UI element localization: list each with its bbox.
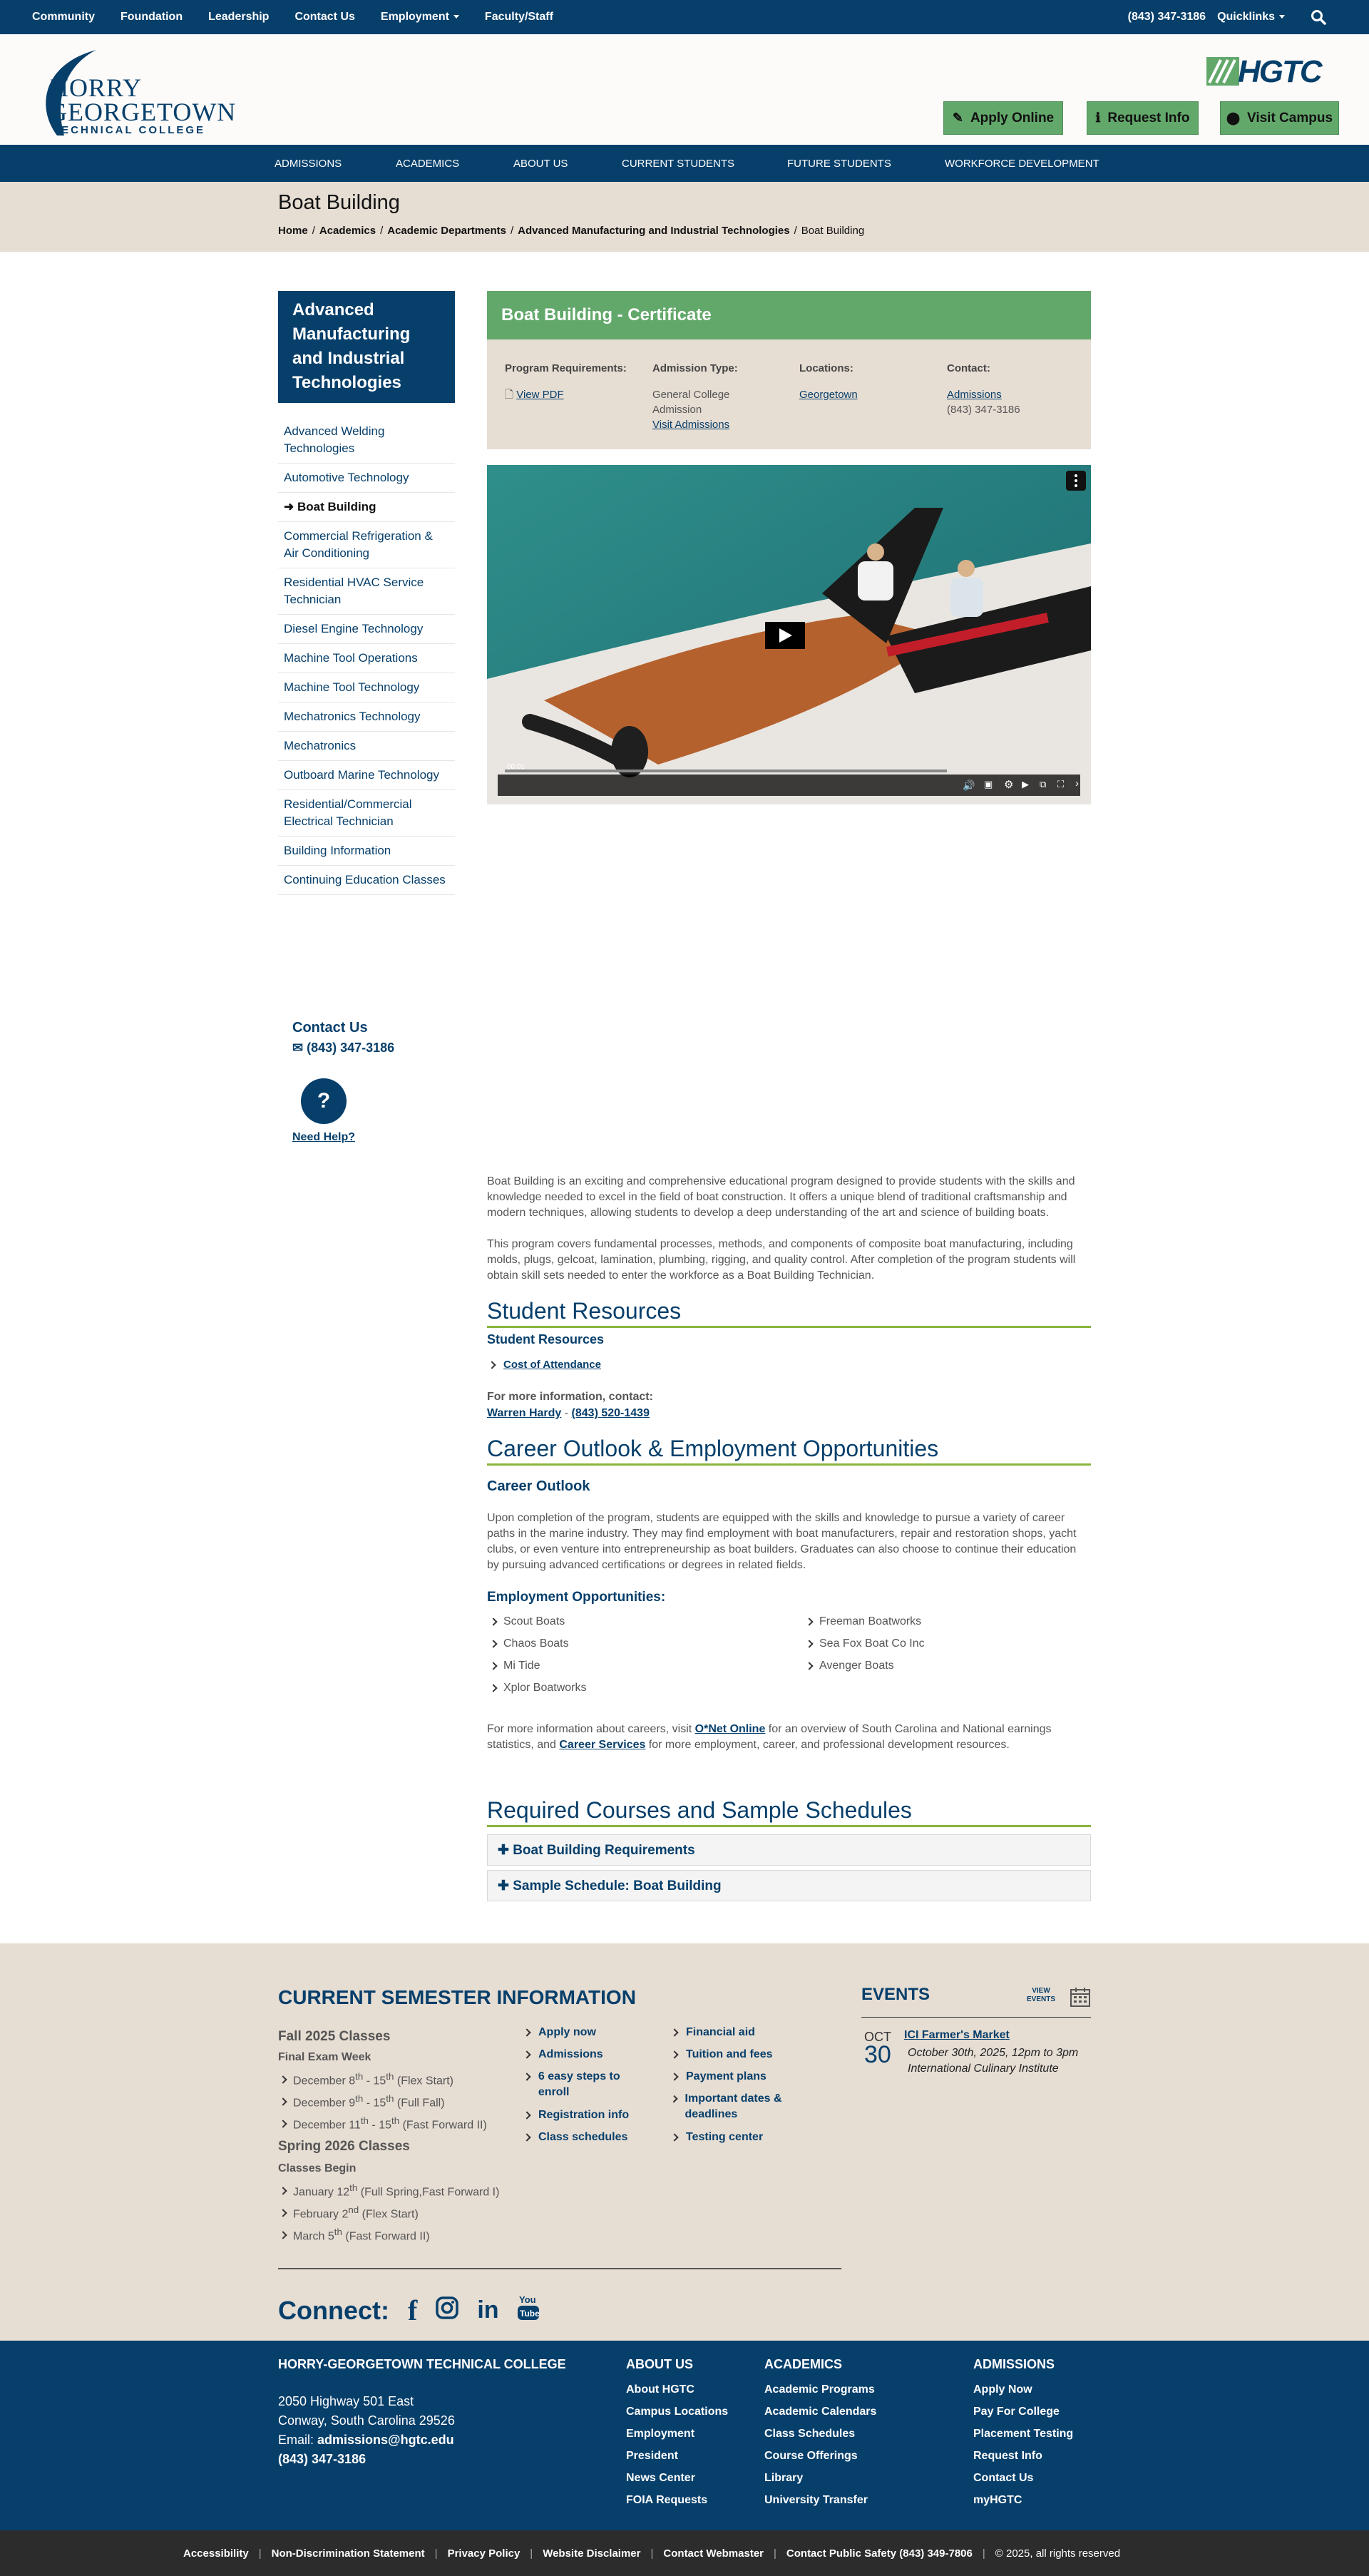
contact-phone-link[interactable]: (843) 520-1439 bbox=[571, 1407, 650, 1419]
sidebar-item-commercial-refrigeration[interactable]: Commercial Refrigeration & Air Conditioning bbox=[278, 522, 455, 568]
arrow-right-icon: ➜ bbox=[284, 500, 297, 513]
nav-workforce-development[interactable]: WORKFORCE DEVELOPMENT bbox=[945, 157, 1099, 170]
footer-president[interactable]: President bbox=[626, 2450, 678, 2462]
sidebar-item-mechatronics[interactable]: Mechatronics bbox=[278, 732, 455, 761]
need-help-link[interactable]: Need Help? bbox=[292, 1131, 356, 1143]
linkedin-icon[interactable]: in bbox=[477, 2296, 499, 2324]
footer-contact-us[interactable]: Contact Us bbox=[973, 2472, 1034, 2484]
event-when: October 30th, 2025, 12pm to 3pm bbox=[908, 2047, 1079, 2059]
footer-course-offerings[interactable]: Course Offerings bbox=[764, 2450, 858, 2462]
list-item: February 2nd (Flex Start) bbox=[280, 2204, 419, 2221]
sidebar-item-automotive[interactable]: Automotive Technology bbox=[278, 464, 455, 493]
chevron-right-icon bbox=[489, 1662, 497, 1670]
legal-contact-webmaster[interactable]: Contact Webmaster bbox=[663, 2547, 764, 2560]
chevron-right-icon bbox=[279, 2075, 287, 2083]
chevron-right-icon bbox=[670, 2028, 678, 2036]
sidebar-item-machine-tool-technology[interactable]: Machine Tool Technology bbox=[278, 673, 455, 702]
event-month: OCT bbox=[864, 2030, 891, 2044]
semester-title: CURRENT SEMESTER INFORMATION bbox=[278, 1986, 636, 2008]
quicklinks-dropdown[interactable]: Quicklinks bbox=[1217, 11, 1285, 24]
hgtc-college-logo[interactable] bbox=[29, 43, 242, 143]
employment-opportunities-heading: Employment Opportunities: bbox=[487, 1590, 666, 1605]
topbar-link-leadership[interactable]: Leadership bbox=[208, 11, 270, 23]
footer-admissions-heading: ADMISSIONS bbox=[973, 2357, 1055, 2371]
semester-link-tuition-fees[interactable]: Tuition and fees bbox=[672, 2047, 772, 2063]
semester-link-class-schedules[interactable]: Class schedules bbox=[524, 2130, 627, 2145]
topbar-link-community[interactable]: Community bbox=[32, 11, 95, 23]
hgtc-brand-logo[interactable] bbox=[1206, 56, 1331, 87]
legal-contact-public-safety[interactable]: Contact Public Safety (843) 349-7806 bbox=[786, 2547, 973, 2560]
info-icon: ℹ bbox=[1095, 111, 1101, 125]
employer-item: Freeman Boatworks bbox=[806, 1615, 921, 1628]
chevron-right-icon bbox=[670, 2133, 678, 2141]
footer-about-hgtc[interactable]: About HGTC bbox=[626, 2383, 694, 2396]
breadcrumb-department[interactable]: Advanced Manufacturing and Industrial Technologies bbox=[518, 225, 790, 237]
footer-foia-requests[interactable]: FOIA Requests bbox=[626, 2494, 708, 2506]
sidebar-contact bbox=[292, 1020, 394, 1056]
facebook-icon[interactable]: f bbox=[408, 2294, 418, 2326]
semester-link-admissions[interactable]: Admissions bbox=[524, 2047, 603, 2063]
breadcrumb-current: Boat Building bbox=[801, 225, 865, 237]
svg-text:Tube: Tube bbox=[519, 2309, 539, 2319]
main-navigation bbox=[0, 145, 1369, 182]
list-item: December 9th - 15th (Full Fall) bbox=[280, 2093, 445, 2110]
svg-text:You: You bbox=[518, 2294, 536, 2305]
page-title-band bbox=[0, 182, 1369, 252]
request-info-button[interactable]: ℹ Request Info bbox=[1087, 101, 1199, 135]
footer-myhgtc[interactable]: myHGTC bbox=[973, 2494, 1022, 2506]
help-question-icon[interactable]: ? bbox=[301, 1078, 347, 1124]
view-pdf-link[interactable]: View PDF bbox=[516, 389, 564, 401]
list-item: March 5th (Fast Forward II) bbox=[280, 2227, 430, 2243]
contact-heading: Contact Us bbox=[292, 1020, 368, 1036]
chevron-right-icon bbox=[670, 2095, 677, 2102]
legal-non-discrimination[interactable]: Non-Discrimination Statement bbox=[271, 2547, 425, 2560]
semester-divider bbox=[278, 2268, 841, 2269]
sidebar-item-advanced-welding[interactable]: Advanced Welding Technologies bbox=[278, 417, 455, 464]
footer-campus-locations[interactable]: Campus Locations bbox=[626, 2406, 729, 2418]
admission-type: Admission Type: General College Admission Visit Admissions bbox=[652, 362, 738, 431]
employer-item: Xplor Boatworks bbox=[491, 1682, 587, 1695]
chevron-right-icon bbox=[805, 1662, 813, 1670]
semester-link-financial-aid[interactable]: Financial aid bbox=[672, 2025, 755, 2040]
chevron-right-icon bbox=[523, 2111, 530, 2119]
breadcrumb-home[interactable]: Home bbox=[278, 225, 308, 237]
play-icon[interactable] bbox=[765, 622, 805, 649]
semester-link-testing-center[interactable]: Testing center bbox=[672, 2130, 763, 2145]
site-header bbox=[0, 34, 1369, 145]
chevron-right-icon bbox=[489, 1684, 497, 1692]
caret-down-icon bbox=[453, 15, 459, 19]
volume-icon[interactable]: 🔊 bbox=[963, 780, 975, 791]
footer-placement-testing[interactable]: Placement Testing bbox=[973, 2428, 1074, 2440]
footer-academic-programs[interactable]: Academic Programs bbox=[764, 2383, 875, 2396]
event-day: 30 bbox=[864, 2041, 891, 2068]
nav-admissions[interactable]: ADMISSIONS bbox=[275, 157, 342, 170]
career-services-link[interactable]: Career Services bbox=[559, 1739, 646, 1751]
classes-begin-heading: Classes Begin bbox=[278, 2162, 357, 2174]
semester-link-payment-plans[interactable]: Payment plans bbox=[672, 2069, 766, 2085]
visit-admissions-link[interactable]: Visit Admissions bbox=[652, 419, 730, 431]
apply-online-button[interactable]: ✎ Apply Online bbox=[943, 101, 1063, 135]
footer-employment[interactable]: Employment bbox=[626, 2428, 695, 2440]
footer-email-line: Email: admissions@hgtc.edu bbox=[278, 2433, 454, 2447]
page-title: Boat Building bbox=[278, 191, 400, 214]
sidebar-item-residential-hvac[interactable]: Residential HVAC Service Technician bbox=[278, 568, 455, 615]
description-paragraph-1: Boat Building is an exciting and comprehensive educational program designed to provide students with the skills and knowledge needed to excel in the field of boat construction. It offers a unique blend of traditional craftsmanship and modern techniques, allowing students to develop a deep understanding of the art and science of building boats. bbox=[487, 1175, 1075, 1219]
program-title: Boat Building - Certificate bbox=[487, 291, 1091, 339]
footer-news-center[interactable]: News Center bbox=[626, 2472, 695, 2484]
locations: Locations: Georgetown bbox=[799, 362, 858, 401]
georgetown-link[interactable]: Georgetown bbox=[799, 389, 858, 401]
career-outlook-heading: Career Outlook & Employment Opportunities bbox=[487, 1436, 1091, 1466]
chevron-right-icon bbox=[670, 2050, 678, 2058]
chevron-right-icon bbox=[523, 2028, 530, 2036]
chevron-right-icon bbox=[805, 1640, 813, 1647]
more-info-label: For more information, contact: bbox=[487, 1391, 653, 1403]
description-paragraph-2: This program covers fundamental processes, methods, and components of composite boat manufacturing, including molds, plugs, gelcoat, lamination, plumbing, rigging, and quality control. After completion of the program students will obtain skill sets needed to enter the workforce as a Boat Building Technician. bbox=[487, 1238, 1076, 1282]
employer-item: Mi Tide bbox=[491, 1660, 540, 1672]
settings-gear-icon[interactable]: ⚙ bbox=[1004, 779, 1014, 791]
calendar-icon[interactable] bbox=[1070, 1986, 1091, 2008]
chevron-right-icon bbox=[279, 2231, 287, 2239]
plus-icon: ✚ bbox=[498, 1879, 513, 1893]
topbar-link-employment[interactable]: Employment bbox=[381, 11, 459, 24]
topbar-link-faculty-staff[interactable]: Faculty/Staff bbox=[484, 11, 553, 23]
footer-class-schedules[interactable]: Class Schedules bbox=[764, 2428, 856, 2440]
nav-future-students[interactable]: FUTURE STUDENTS bbox=[787, 157, 891, 170]
envelope-icon: ✉ bbox=[292, 1041, 307, 1055]
youtube-icon[interactable] bbox=[518, 2293, 539, 2328]
chevron-right-icon bbox=[489, 1640, 497, 1647]
chevron-right-icon bbox=[523, 2133, 530, 2141]
semester-link-6-easy-steps[interactable]: 6 easy steps to enroll bbox=[524, 2069, 652, 2100]
program-requirements: Program Requirements: 🗋 View PDF bbox=[505, 362, 627, 401]
career-more-info: For more information about careers, visit O*Net Online for an overview of South Carolina and National earnings statistics, and Career Services for more employment, career, and professional development resources. bbox=[487, 1723, 1052, 1751]
final-exam-heading: Final Exam Week bbox=[278, 2051, 371, 2063]
pencil-icon: ✎ bbox=[952, 111, 963, 125]
more-options-icon[interactable] bbox=[1066, 471, 1086, 491]
contact-line: Warren Hardy - (843) 520-1439 bbox=[487, 1407, 650, 1419]
breadcrumb-academic-departments[interactable]: Academic Departments bbox=[387, 225, 506, 237]
admissions-contact-link[interactable]: Admissions bbox=[947, 389, 1002, 401]
caret-down-icon bbox=[1279, 15, 1285, 19]
next-chevron-icon[interactable]: › bbox=[1075, 777, 1079, 789]
chevron-right-icon bbox=[805, 1617, 813, 1625]
accordion-boat-building-requirements[interactable]: ✚ Boat Building Requirements bbox=[487, 1834, 1091, 1866]
logo-text-georgetown: GEORGETOWN bbox=[48, 98, 237, 126]
legal-accessibility[interactable]: Accessibility bbox=[183, 2547, 249, 2560]
list-item: January 12th (Full Spring,Fast Forward I) bbox=[280, 2182, 499, 2199]
sidebar-item-building-information[interactable]: Building Information bbox=[278, 837, 455, 866]
chevron-right-icon bbox=[670, 2072, 678, 2080]
footer-request-info[interactable]: Request Info bbox=[973, 2450, 1042, 2462]
employer-item: Chaos Boats bbox=[491, 1637, 569, 1650]
chevron-right-icon bbox=[279, 2187, 287, 2194]
cost-of-attendance-link[interactable]: Cost of Attendance bbox=[503, 1359, 601, 1371]
fall-classes-heading: Fall 2025 Classes bbox=[278, 2029, 391, 2044]
footer-apply-now[interactable]: Apply Now bbox=[973, 2383, 1032, 2396]
employer-item: Avenger Boats bbox=[806, 1660, 894, 1672]
video-player[interactable] bbox=[487, 465, 1091, 804]
footer-phone[interactable]: (843) 347-3186 bbox=[278, 2452, 366, 2466]
program-info-panel bbox=[487, 339, 1091, 449]
copyright: © 2025, all rights reserved bbox=[995, 2547, 1121, 2560]
accordion-sample-schedule[interactable]: ✚ Sample Schedule: Boat Building bbox=[487, 1870, 1091, 1901]
search-icon[interactable] bbox=[1311, 9, 1326, 25]
captions-icon[interactable]: ▣ bbox=[984, 779, 993, 789]
legal-privacy-policy[interactable]: Privacy Policy bbox=[447, 2547, 521, 2560]
nav-current-students[interactable]: CURRENT STUDENTS bbox=[622, 157, 735, 170]
hgtc-logo-text: HGTC bbox=[1238, 54, 1321, 89]
warren-hardy-link[interactable]: Warren Hardy bbox=[487, 1407, 562, 1419]
footer-email-link[interactable]: admissions@hgtc.edu bbox=[317, 2433, 454, 2447]
footer-academics-heading: ACADEMICS bbox=[764, 2357, 843, 2371]
topbar-link-foundation[interactable]: Foundation bbox=[121, 11, 183, 23]
sidebar-item-electrical-technician[interactable]: Residential/Commercial Electrical Technician bbox=[278, 790, 455, 837]
employer-item: Scout Boats bbox=[491, 1615, 565, 1628]
youtube-icon[interactable]: ▶ bbox=[1022, 779, 1029, 789]
instagram-icon[interactable] bbox=[436, 2296, 458, 2326]
contact-info: Contact: Admissions (843) 347-3186 bbox=[947, 362, 1020, 416]
chevron-right-icon bbox=[279, 2120, 287, 2127]
topbar-phone[interactable]: (843) 347-3186 bbox=[1127, 11, 1206, 23]
chevron-right-icon bbox=[279, 2209, 287, 2217]
sidebar-item-boat-building[interactable]: ➜ Boat Building bbox=[278, 493, 455, 522]
breadcrumb: Home / Academics / Academic Departments / Advanced Manufacturing and Industrial Technologies / Boat Building bbox=[278, 225, 865, 237]
chevron-right-icon bbox=[489, 1617, 497, 1625]
topbar-link-contact-us[interactable]: Contact Us bbox=[294, 11, 355, 23]
sidebar-item-machine-tool-operations[interactable]: Machine Tool Operations bbox=[278, 644, 455, 673]
sidebar-heading: Advanced Manufacturing and Industrial Technologies bbox=[278, 291, 455, 403]
spring-classes-heading: Spring 2026 Classes bbox=[278, 2139, 410, 2154]
career-outlook-text: Upon completion of the program, students are equipped with the skills and knowledge to pursue a variety of career paths in the marine industry. They may find employment with boat manufacturers, repair and restoration shops, yacht clubs, or even venture into entrepreneurship as boat builders. Graduates can also choose to continue their education by pursuing advanced certifications or degrees in related fields. bbox=[487, 1512, 1077, 1571]
pip-icon[interactable]: ⧉ bbox=[1040, 779, 1047, 789]
top-utility-bar bbox=[0, 0, 1369, 34]
sidebar-item-mechatronics-technology[interactable]: Mechatronics Technology bbox=[278, 702, 455, 732]
video-time: 00:01 bbox=[507, 763, 525, 771]
nav-academics[interactable]: ACADEMICS bbox=[396, 157, 460, 170]
view-events-link[interactable]: VIEW EVENTS bbox=[1027, 1987, 1056, 2003]
events-heading: EVENTS bbox=[861, 1985, 930, 2004]
contact-phone[interactable]: ✉ (843) 347-3186 bbox=[292, 1041, 395, 1055]
cost-of-attendance-item bbox=[489, 1359, 601, 1371]
fullscreen-icon[interactable]: ⛶ bbox=[1057, 779, 1065, 789]
footer-pay-for-college[interactable]: Pay For College bbox=[973, 2406, 1060, 2418]
nav-about-us[interactable]: ABOUT US bbox=[513, 157, 568, 170]
footer-college-name: HORRY-GEORGETOWN TECHNICAL COLLEGE bbox=[278, 2357, 566, 2371]
semester-link-important-dates[interactable]: Important dates & deadlines bbox=[672, 2091, 800, 2122]
footer-about-heading: ABOUT US bbox=[626, 2357, 693, 2371]
semester-link-apply-now[interactable]: Apply now bbox=[524, 2025, 596, 2040]
event-title-link[interactable]: ICI Farmer's Market bbox=[904, 2029, 1010, 2041]
legal-bar: Accessibility | Non-Discrimination Statement | Privacy Policy | Website Disclaimer | Contact Webmaster | Contact Public Safety (843) 349-7806 | © 2025, all rights reserved bbox=[0, 2530, 1369, 2576]
sidebar-item-continuing-education[interactable]: Continuing Education Classes bbox=[278, 866, 455, 895]
onet-online-link[interactable]: O*Net Online bbox=[694, 1723, 766, 1735]
student-resources-heading: Student Resources bbox=[487, 1298, 1091, 1328]
student-resources-subheading: Student Resources bbox=[487, 1332, 605, 1346]
chevron-right-icon bbox=[523, 2050, 530, 2058]
footer-address-1: 2050 Highway 501 East bbox=[278, 2394, 414, 2408]
footer-address-2: Conway, South Carolina 29526 bbox=[278, 2413, 455, 2428]
career-outlook-subheading: Career Outlook bbox=[487, 1478, 590, 1494]
chevron-right-icon bbox=[523, 2072, 530, 2080]
list-item: December 8th - 15th (Flex Start) bbox=[280, 2071, 453, 2087]
footer-library[interactable]: Library bbox=[764, 2472, 804, 2484]
connect-social: Connect: f in You Tube bbox=[278, 2294, 539, 2326]
events-divider bbox=[861, 2017, 1091, 2018]
plus-icon: ✚ bbox=[498, 1843, 513, 1858]
map-marker-icon: ⬤ bbox=[1226, 111, 1240, 125]
logo-text-technical-college: TECHNICAL COLLEGE bbox=[53, 124, 206, 136]
sidebar-nav bbox=[278, 417, 455, 895]
employer-item: Sea Fox Boat Co Inc bbox=[806, 1637, 925, 1650]
footer-academic-calendars[interactable]: Academic Calendars bbox=[764, 2406, 877, 2418]
chevron-right-icon bbox=[488, 1361, 496, 1369]
sidebar-item-outboard-marine[interactable]: Outboard Marine Technology bbox=[278, 761, 455, 790]
footer-university-transfer[interactable]: University Transfer bbox=[764, 2494, 868, 2506]
event-where: International Culinary Institute bbox=[908, 2063, 1059, 2075]
chevron-right-icon bbox=[279, 2097, 287, 2105]
sidebar-item-diesel-engine[interactable]: Diesel Engine Technology bbox=[278, 615, 455, 644]
semester-link-registration-info[interactable]: Registration info bbox=[524, 2107, 629, 2123]
document-icon: 🗋 bbox=[505, 389, 517, 401]
visit-campus-button[interactable]: ⬤ Visit Campus bbox=[1220, 101, 1339, 135]
legal-website-disclaimer[interactable]: Website Disclaimer bbox=[543, 2547, 641, 2560]
breadcrumb-academics[interactable]: Academics bbox=[319, 225, 376, 237]
required-courses-heading: Required Courses and Sample Schedules bbox=[487, 1797, 1091, 1827]
logo-text-horry: HORRY bbox=[50, 73, 143, 102]
list-item: December 11th - 15th (Fast Forward II) bbox=[280, 2115, 487, 2132]
